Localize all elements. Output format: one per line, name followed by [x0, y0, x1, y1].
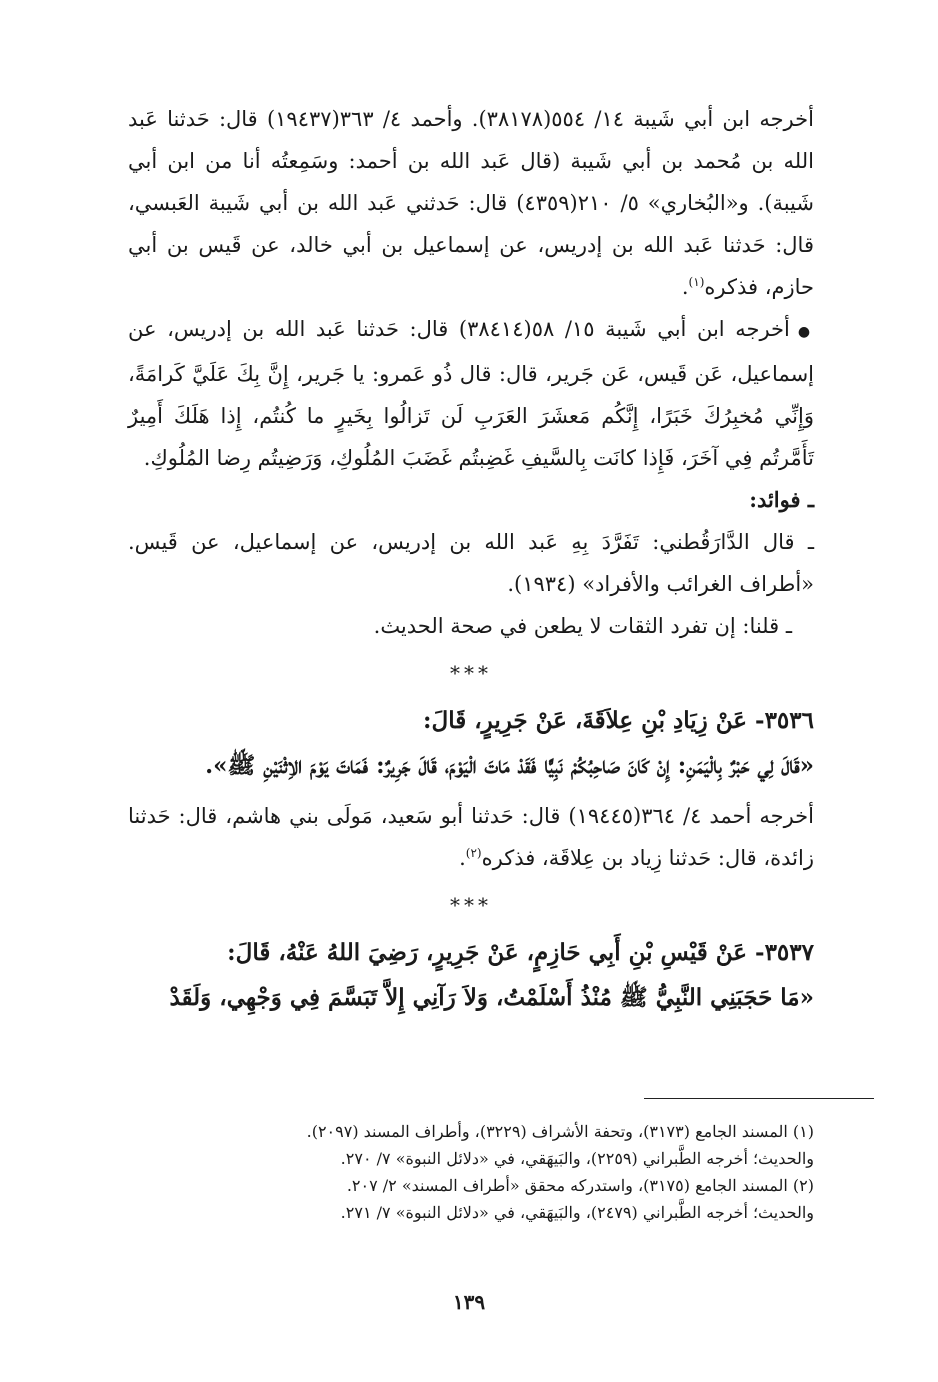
- footnotes: [200, 1118, 814, 1226]
- hadith-3536-text: «قَالَ لِي حَبْرٌ بِالْيَمَنِ: إِنْ كَانَ صَاحِبُكُمْ نَبِيًّا فَقَدْ مَاتَ الْيَوْمَ، قَالَ جَرِيرٌ: فَمَاتَ يَوْمَ الاِثْنَيْنِ ﷺ».: [205, 752, 814, 779]
- page-number: ١٣٩: [452, 1290, 486, 1314]
- page-body: [128, 98, 814, 1021]
- paragraph-takhrij-3536-text: أخرجه أحمد ٤/ ٣٦٤(١٩٤٤٥) قال: حَدثنا أبو سَعيد، مَولَى بني هاشم، قال: حَدثنا زائدة، قال: حَدثنا زِياد بن عِلاقَة، فذكره: [128, 804, 814, 870]
- footnote-ref-1: (١): [688, 275, 705, 289]
- footnote-1-line-1: (١) المسند الجامع (٣١٧٣)، وتحفة الأشراف (٣٢٢٩)، وأطراف المسند (٢٠٩٧).: [306, 1122, 814, 1141]
- paragraph-takhrij-3536: أخرجه أحمد ٤/ ٣٦٤(١٩٤٤٥) قال: حَدثنا أبو سَعيد، مَولَى بني هاشم، قال: حَدثنا زائدة، قال: حَدثنا زِياد بن عِلاقَة، فذكره$^{(٢)}$.: [128, 804, 814, 870]
- paragraph-takhrij-1-text: أخرجه ابن أبي شَيبة ١٤/ ٥٥٤(٣٨١٧٨). وأحمد ٤/ ٣٦٣(١٩٤٣٧) قال: حَدثنا عَبد الله بن مُحمد بن أبي شَيبة (قال عَبد الله بن أحمد: وسَمِعتُه أنا من ابن أبي شَيبة). و«البُخاري» ٥/ ٢١٠(٤٣٥٩) قال: حَدثني عَبد الله بن أبي شَيبة العَبسي، قال: حَدثنا عَبد الله بن إدريس، عن إسماعيل بن أبي خالد، عن قَيس بن أبي حازم، فذكره: [128, 107, 814, 299]
- footnote-ref-2: (٢): [465, 846, 482, 860]
- hadith-3537-heading: ٣٥٣٧- عَنْ قَيْسِ بْنِ أَبِي حَازِمٍ، عَنْ جَرِيرٍ، رَضِيَ اللهُ عَنْهُ، قَالَ:: [227, 939, 814, 966]
- footnote-divider: [644, 1098, 874, 1099]
- footnote-2-line-1: (٢) المسند الجامع (٣١٧٥)، واستدركه محقق «أطراف المسند» ٢/ ٢٠٧.: [346, 1176, 814, 1195]
- footnote-2-line-2: والحديث؛ أخرجه الطَّبراني (٢٤٧٩)، والبَيهَقي، في «دلائل النبوة» ٧/ ٢٧١.: [340, 1203, 814, 1222]
- footnote-1-line-2: والحديث؛ أخرجه الطَّبراني (٢٢٥٩)، والبَيهَقي، في «دلائل النبوة» ٧/ ٢٧٠.: [340, 1149, 814, 1168]
- paragraph-takhrij-2: ● أخرجه ابن أبي شَيبة ١٥/ ٥٨(٣٨٤١٤) قال: حَدثنا عَبد الله بن إدريس، عن إسماعيل، عَن قَيس، عَن جَرير، قال: قال ذُو عَمرو: يا جَرير، إِنَّ بِكَ عَلَيَّ كَرامَةً، وَإِنِّي مُخبِرُكَ خَبَرًا، إِنَّكُم مَعشَرَ العَرَبِ لَن تَزالُوا بِخَيرٍ ما كُنتُم، إِذا هَلَكَ أَمِيرٌ تَأَمَّرتُم فِي آخَرَ، فَإِذا كانَت بِالسَّيفِ غَضِبتُم غَضَبَ المُلُوكِ، وَرَضِيتُم رِضا المُلُوكِ.: [128, 308, 814, 479]
- fawaid-heading: ـ فوائد:: [749, 487, 814, 512]
- paragraph-takhrij-1: أخرجه ابن أبي شَيبة ١٤/ ٥٥٤(٣٨١٧٨). وأحمد ٤/ ٣٦٣(١٩٤٣٧) قال: حَدثنا عَبد الله بن مُحمد بن أبي شَيبة (قال عَبد الله بن أحمد: وسَمِعتُه أنا من ابن أبي شَيبة). و«البُخاري» ٥/ ٢١٠(٤٣٥٩) قال: حَدثني عَبد الله بن أبي شَيبة العَبسي، قال: حَدثنا عَبد الله بن إدريس، عن إسماعيل بن أبي خالد، عن قَيس بن أبي حازم، فذكره$^{(١)}$.: [128, 107, 814, 299]
- hadith-3536-heading: ٣٥٣٦- عَنْ زِيَادِ بْنِ عِلاَقَةَ، عَنْ جَرِيرٍ، قَالَ:: [423, 707, 814, 734]
- paragraph-qulna: ـ قلنا: إن تفرد الثقات لا يطعن في صحة الحديث.: [373, 614, 792, 638]
- section-separator-stars: ***: [450, 661, 492, 685]
- paragraph-daraqutni: ـ قال الدَّارَقُطني: تَفَرَّدَ بِهِ عَبد الله بن إدريس، عن إسماعيل، عن قَيس. «أطراف الغرائب والأفراد» (١٩٣٤).: [128, 530, 814, 596]
- section-separator-stars-2: ***: [450, 893, 492, 917]
- hadith-3537-text: «مَا حَجَبَنِي النَّبِيُّ ﷺ مُنْذُ أَسْلَمْتُ، وَلاَ رَآنِي إِلاَّ تَبَسَّمَ فِي وَجْهِي، وَلَقَدْ: [169, 984, 814, 1011]
